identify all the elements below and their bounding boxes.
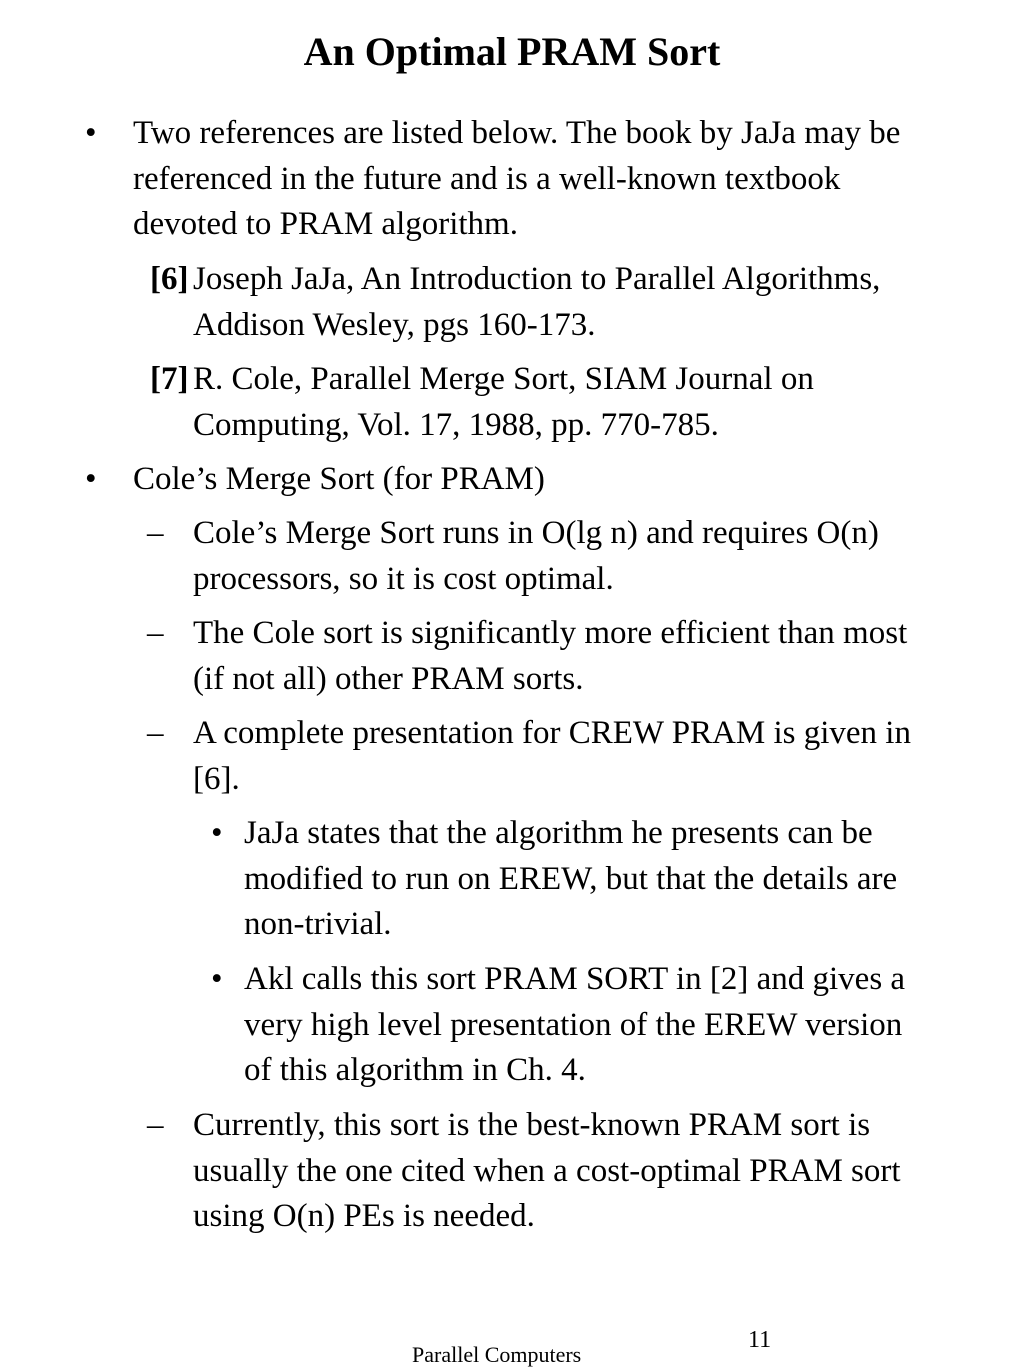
bullet-marker: •: [211, 961, 223, 997]
dash-marker: –: [147, 715, 164, 751]
bullet-item-references: [85, 111, 933, 248]
reference-label: [6]: [150, 261, 189, 297]
sub-bullet-text: JaJa states that the algorithm he presents can be modified to run on EREW, but that the details are non-trivial.: [244, 815, 898, 942]
reference-label: [7]: [150, 361, 189, 397]
sub-bullet-item-akl: [211, 957, 934, 1094]
dash-marker: –: [147, 1107, 164, 1143]
dash-text: Cole’s Merge Sort runs in O(lg n) and requires O(n) processors, so it is cost optimal.: [193, 515, 879, 597]
dash-text: Currently, this sort is the best-known PRAM sort is usually the one cited when a cost-optimal PRAM sort using O(n) PEs is needed.: [193, 1107, 901, 1234]
reference-item-7: [150, 357, 933, 448]
sub-bullet-text: Akl calls this sort PRAM SORT in [2] and gives a very high level presentation of the EREW version of this algorithm in Ch. 4.: [244, 961, 906, 1088]
dash-item-runtime: [147, 511, 933, 602]
footer-text: Parallel Computers: [412, 1342, 582, 1367]
dash-item-best-known: [147, 1103, 933, 1240]
reference-text: R. Cole, Parallel Merge Sort, SIAM Journal on Computing, Vol. 17, 1988, pp. 770-785.: [193, 361, 814, 443]
slide-title: An Optimal PRAM Sort: [303, 29, 721, 74]
bullet-marker: •: [211, 815, 223, 851]
bullet-text: Two references are listed below. The book by JaJa may be referenced in the future and is a well-known textbook devoted to PRAM algorithm.: [133, 115, 901, 242]
reference-item-6: [150, 257, 933, 348]
page-number: 11: [748, 1327, 772, 1353]
sub-bullet-item-jaja: [211, 811, 934, 948]
reference-text: Joseph JaJa, An Introduction to Parallel Algorithms, Addison Wesley, pgs 160-173.: [193, 261, 881, 343]
dash-marker: –: [147, 615, 164, 651]
bullet-text: Cole’s Merge Sort (for PRAM): [133, 461, 545, 497]
dash-text: A complete presentation for CREW PRAM is given in [6].: [193, 715, 911, 797]
bullet-marker: •: [85, 461, 97, 497]
dash-text: The Cole sort is significantly more efficient than most (if not all) other PRAM sorts.: [193, 615, 908, 697]
bullet-item-coles-merge-sort: [85, 457, 933, 503]
bullet-marker: •: [85, 115, 97, 151]
dash-marker: –: [147, 515, 164, 551]
dash-item-efficiency: [147, 611, 933, 702]
dash-item-crew-presentation: [147, 711, 933, 802]
